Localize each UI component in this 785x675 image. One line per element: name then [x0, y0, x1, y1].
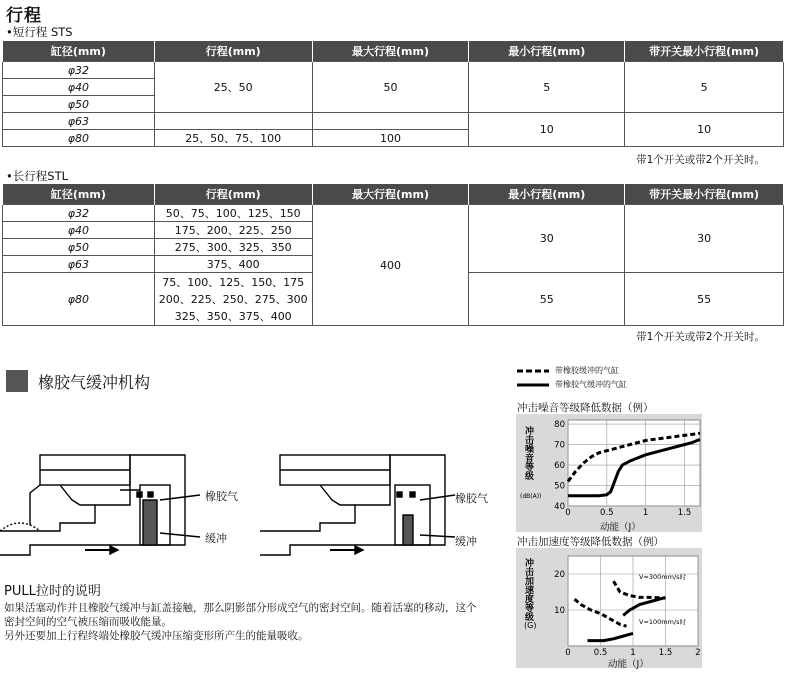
- pull-suffix: 拉时的说明: [35, 584, 101, 599]
- stroke-line: 75、100、125、150、175: [162, 275, 305, 289]
- shaded-space: [143, 500, 157, 545]
- y-tick-label: 70: [554, 440, 565, 451]
- max-stroke-cell: 100: [312, 130, 469, 147]
- table-header: 行程(mm): [154, 41, 312, 62]
- bore-cell: φ50: [3, 96, 155, 113]
- paragraph-line: 如果活塞动作并且橡胶气缓冲与缸盖接触，那么阴影部分形成空气的密封空间。随着活塞的移动，这个: [4, 602, 477, 614]
- min-stroke-cell: 10: [469, 113, 625, 147]
- stroke-cell: 25、50: [154, 62, 312, 113]
- noise-chart: [516, 414, 702, 532]
- bore-cell: φ50: [3, 239, 155, 256]
- sts-note: 带1个开关或带2个开关时。: [636, 154, 765, 166]
- label-cushion-right: 缓冲: [455, 535, 477, 548]
- section-title: 橡胶气缓冲机构: [38, 373, 151, 392]
- page-title: 行程: [6, 6, 42, 26]
- x-tick-label: 1: [642, 508, 649, 518]
- max-stroke-cell: 50: [312, 62, 469, 113]
- bore-cell: φ40: [3, 222, 155, 239]
- stroke-cell: 175、200、225、250: [154, 222, 312, 239]
- y-tick-label: 80: [554, 420, 565, 431]
- table-header: 缸径(mm): [3, 184, 155, 205]
- stroke-line: 200、225、250、275、300: [158, 292, 308, 306]
- table-header: 最大行程(mm): [312, 41, 469, 62]
- chart1-xlabel: 动能（J）: [600, 522, 641, 533]
- legend-solid-label: 带橡胶气缓冲的气缸: [555, 380, 627, 389]
- stl-note: 带1个开关或带2个开关时。: [636, 331, 765, 343]
- stroke-cell: 275、300、325、350: [154, 239, 312, 256]
- stroke-cell: 375、400: [154, 256, 312, 273]
- max-stroke-cell: 400: [312, 205, 469, 326]
- bore-cell: φ32: [3, 205, 155, 222]
- stroke-cell: 50、75、100、125、150: [154, 205, 312, 222]
- bore-cell: φ80: [3, 130, 155, 147]
- chart1-yunit: (dB(A)): [520, 493, 542, 500]
- sts-table: [2, 41, 784, 147]
- bore-cell: φ63: [3, 256, 155, 273]
- x-tick-label: 0.5: [593, 648, 608, 658]
- label-rubber-right: 橡胶气: [455, 492, 488, 505]
- chart1-title: 冲击噪音等级降低数据（例）: [517, 402, 654, 414]
- switch-min-stroke-cell: 55: [625, 273, 784, 326]
- switch-min-stroke-cell: 10: [625, 113, 784, 147]
- x-tick-label: 2: [695, 648, 701, 658]
- table-header: 行程(mm): [154, 184, 312, 205]
- min-stroke-cell: 30: [469, 205, 625, 273]
- x-tick-label: 0: [565, 648, 571, 658]
- stl-subtitle: •长行程STL: [6, 169, 69, 183]
- paragraph-line: 密封空间的空气被压缩而吸收能量。: [4, 616, 172, 628]
- y-tick-label: 20: [554, 570, 565, 580]
- table-row: [3, 62, 784, 79]
- shaded-space: [403, 515, 413, 545]
- table-header: 最小行程(mm): [469, 41, 625, 62]
- table-row: [3, 113, 784, 130]
- paragraph-line: 另外还要加上行程终端处橡胶气缓冲压缩变形所产生的能量吸收。: [4, 630, 309, 642]
- stroke-cell: [154, 273, 312, 326]
- sts-subtitle: •短行程 STS: [6, 25, 73, 39]
- min-stroke-cell: 55: [469, 273, 625, 326]
- switch-min-stroke-cell: 5: [625, 62, 784, 113]
- bore-cell: φ32: [3, 62, 155, 79]
- y-tick-label: 10: [554, 606, 565, 616]
- acceleration-chart: [516, 548, 702, 668]
- x-tick-label: 0.5: [600, 508, 614, 518]
- diagram-left: [0, 455, 200, 555]
- max-stroke-cell-empty: [312, 113, 469, 130]
- stroke-line: 325、350、375、400: [174, 309, 292, 323]
- table-header-row: [3, 184, 784, 205]
- bore-cell: φ63: [3, 113, 155, 130]
- stl-table: [2, 184, 784, 326]
- table-header: 带开关最小行程(mm): [625, 184, 784, 205]
- chart2-annotation: V=300mm/s时: [639, 573, 687, 581]
- table-header: 缸径(mm): [3, 41, 155, 62]
- chart2-title: 冲击加速度等级降低数据（例）: [517, 536, 664, 548]
- label-rubber-left: 橡胶气: [205, 490, 238, 503]
- label-cushion-left: 缓冲: [205, 532, 227, 545]
- cushion-diagrams: [0, 445, 500, 565]
- section-marker: [6, 370, 28, 392]
- table-header-row: [3, 41, 784, 62]
- chart2-xlabel: 动能（J）: [608, 659, 649, 670]
- pull-heading: [4, 580, 101, 599]
- diagram-right: [260, 455, 455, 555]
- table-header: 最大行程(mm): [312, 184, 469, 205]
- chart2-annotation: V=100mm/s时: [639, 618, 687, 626]
- stroke-cell-empty: [154, 113, 312, 130]
- explanation-paragraph: [4, 601, 494, 643]
- chart1-ylabel: 冲击噪音等级: [523, 426, 533, 480]
- chart2-ylabel: 冲击加速度等级: [523, 558, 533, 621]
- table-header: 最小行程(mm): [469, 184, 625, 205]
- legend-dashed-label: 带橡胶缓冲的气缸: [555, 366, 619, 375]
- stroke-cell: 25、50、75、100: [154, 130, 312, 147]
- chart2-yunit: (G): [524, 621, 537, 630]
- table-row: [3, 205, 784, 222]
- pull-prefix: PULL: [4, 584, 36, 599]
- min-stroke-cell: 5: [469, 62, 625, 113]
- legend-swatches: [515, 364, 555, 392]
- y-tick-label: 60: [554, 461, 565, 472]
- x-tick-label: 1.5: [677, 508, 692, 518]
- x-tick-label: 1.5: [658, 648, 673, 658]
- plot-area: [568, 420, 700, 506]
- bore-cell: φ40: [3, 79, 155, 96]
- bore-cell: φ80: [3, 273, 155, 326]
- switch-min-stroke-cell: 30: [625, 205, 784, 273]
- y-tick-label: 40: [554, 502, 565, 512]
- y-tick-label: 50: [554, 481, 565, 492]
- x-tick-label: 0: [565, 508, 571, 518]
- x-tick-label: 1: [630, 648, 636, 658]
- table-header: 带开关最小行程(mm): [625, 41, 784, 62]
